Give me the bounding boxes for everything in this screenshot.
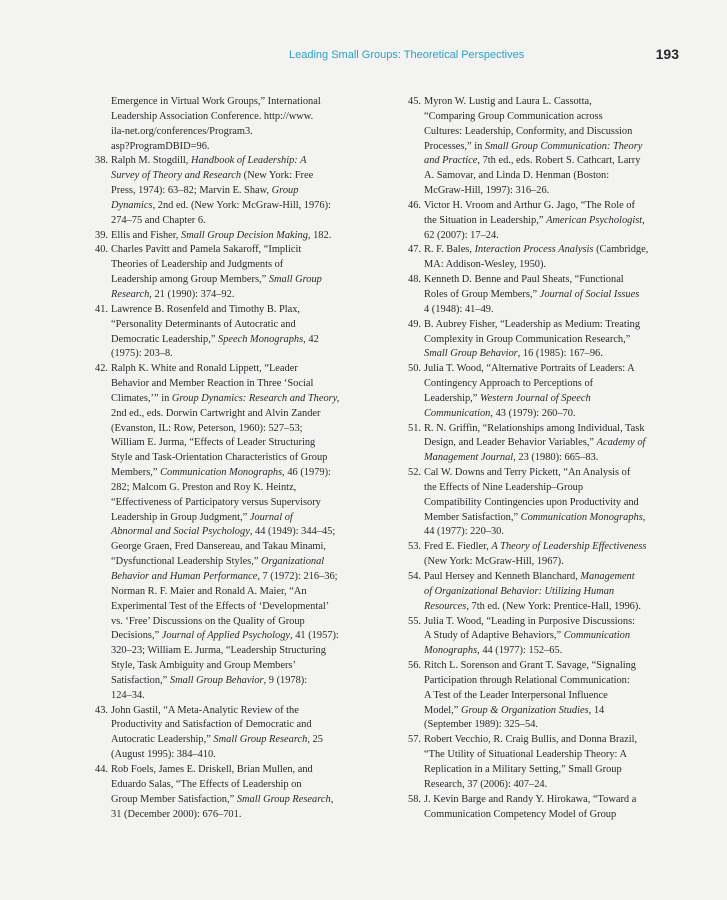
text-run: , 16 (1985): 167–96. (517, 348, 603, 360)
page-header (0, 46, 727, 66)
endnote-line (424, 303, 685, 318)
endnote-line (111, 733, 368, 748)
text-run: “Comparing Group Communication across (424, 110, 603, 122)
endnote-number: 38. (95, 155, 108, 167)
text-run: , (642, 511, 646, 523)
italic-title: Academy of (596, 437, 646, 449)
text-run: , 42 (303, 333, 319, 345)
text-run: “The Utility of Situational Leadership Theory: A (424, 749, 627, 761)
text-run: Leadership in Group Judgment,” (111, 511, 250, 523)
endnote-line (424, 555, 685, 570)
text-run: (August 1995): 384–410. (111, 749, 216, 761)
endnote-line (111, 214, 368, 229)
text-run: Myron W. Lustig and Laura L. Cassotta, (424, 96, 592, 107)
endnote-line (111, 392, 368, 407)
text-run: Compatibility Contingencies upon Productivity and (424, 496, 639, 508)
endnote-entry (401, 615, 685, 660)
endnote-line (424, 199, 685, 214)
endnote-line (111, 243, 368, 258)
text-run: Replication in a Military Setting,” Small Group (424, 763, 622, 775)
endnote-line (111, 778, 368, 793)
endnote-number: 49. (408, 318, 421, 330)
endnote-line (424, 243, 685, 258)
endnote-line (424, 629, 685, 644)
text-run: , 21 (1990): 374–92. (149, 288, 235, 300)
endnote-line (424, 95, 685, 110)
endnote-line (111, 169, 368, 184)
endnote-line (424, 674, 685, 689)
endnote-line (111, 763, 368, 778)
text-run: , 44 (1949): 344–45; (249, 526, 336, 538)
text-run: Julia T. Wood, “Alternative Portraits of Leaders: A (424, 363, 635, 375)
italic-title: Handbook of Leadership: A (190, 155, 307, 167)
text-run: Contingency Approach to Perceptions of (424, 378, 594, 390)
endnote-line (424, 748, 685, 763)
italic-title: Monographs (424, 645, 478, 657)
text-run: Style, Task Ambiguity and Group Members’ (111, 660, 296, 672)
endnote-entry (401, 422, 685, 467)
endnote-number: 55. (408, 615, 421, 627)
endnote-line (111, 303, 368, 318)
endnote-line (424, 808, 685, 823)
text-run: , 25 (307, 734, 323, 746)
endnote-line (111, 140, 368, 155)
endnote-number: 39. (95, 229, 108, 241)
text-run: Press, 1974): 63–82; Marvin E. Shaw, (111, 185, 272, 197)
italic-title: Communication (563, 630, 631, 642)
endnote-number: 43. (95, 704, 108, 716)
endnote-line (111, 258, 368, 273)
text-run: Leadership among Group Members,” (111, 274, 269, 286)
text-run: R. N. Griffin, “Relationships among Individual, Task (424, 422, 645, 434)
endnote-line (111, 273, 368, 288)
endnote-line (111, 199, 368, 214)
text-run: 4 (1948): 41–49. (424, 303, 494, 315)
endnote-line (111, 333, 368, 348)
endnote-line (424, 733, 685, 748)
italic-title: Small Group Behavior (424, 348, 518, 360)
endnote-entry (401, 570, 685, 615)
text-run: A. Samovar, and Linda D. Henman (Boston: (424, 170, 610, 182)
endnote-line (424, 407, 685, 422)
italic-title: Resources (424, 600, 467, 612)
italic-title: of Organizational Behavior: Utilizing Human (424, 585, 615, 597)
endnote-line (424, 793, 685, 808)
italic-title: Dynamics (111, 199, 153, 211)
italic-title: and Practice (424, 155, 478, 167)
notes-right-column (401, 95, 685, 822)
text-run: Cultures: Leadership, Conformity, and Discussion (424, 125, 633, 137)
text-run: Member Satisfaction,” (424, 511, 521, 523)
text-run: Democratic Leadership,” (111, 333, 219, 345)
endnote-line (111, 555, 368, 570)
text-run: ila-net.org/conferences/Program3. (111, 125, 253, 137)
text-run: Charles Pavitt and Pamela Sakaroff, “Implicit (111, 244, 302, 256)
page-number: 193 (655, 46, 679, 62)
endnote-line (424, 184, 685, 199)
text-run: A Study of Adaptive Behaviors,” (424, 630, 564, 642)
endnote-entry (88, 763, 368, 822)
text-run: Design, and Leader Behavior Variables,” (424, 437, 597, 449)
text-run: Productivity and Satisfaction of Democratic and (111, 719, 312, 731)
text-run: Kenneth D. Benne and Paul Sheats, “Functional (424, 274, 624, 286)
text-run: , (330, 793, 334, 805)
text-run: Group Member Satisfaction,” (111, 793, 237, 805)
text-run: MA: Addison-Wesley, 1950). (424, 259, 547, 271)
endnote-line (111, 229, 368, 244)
italic-title: Small Group Research (213, 734, 308, 746)
text-run: Fred E. Fiedler, (424, 541, 492, 553)
endnote-number: 47. (408, 244, 421, 256)
text-run: Ralph M. Stogdill, (111, 155, 191, 167)
italic-title: Survey of Theory and Research (111, 170, 242, 182)
endnote-line (424, 570, 685, 585)
endnote-line (111, 570, 368, 585)
text-run: George Graen, Fred Dansereau, and Takau Minami, (111, 541, 326, 553)
text-run: Victor H. Vroom and Arthur G. Jago, “The Role of (424, 199, 635, 211)
endnote-line (111, 689, 368, 704)
endnote-number: 53. (408, 541, 421, 553)
text-run: Members,” (111, 467, 161, 479)
endnote-line (111, 288, 368, 303)
endnote-line (111, 748, 368, 763)
italic-title: Speech Monographs (218, 333, 304, 345)
endnote-line (424, 318, 685, 333)
italic-title: American Psychologist (546, 214, 643, 226)
italic-title: Group & Organization Studies (460, 704, 589, 716)
endnote-entry (401, 466, 685, 540)
italic-title: Journal of (249, 511, 293, 523)
italic-title: Small Group (268, 274, 322, 286)
text-run: John Gastil, “A Meta-Analytic Review of the (111, 704, 299, 716)
text-run: (New York: Free (241, 170, 314, 182)
text-run: Climates,’” in (111, 392, 172, 404)
text-run: (Cambridge, (593, 244, 649, 256)
endnote-line (424, 125, 685, 140)
endnote-entry (88, 362, 368, 703)
endnote-entry (401, 199, 685, 244)
endnote-line (111, 615, 368, 630)
text-run: Behavior and Member Reaction in Three ‘Social (111, 378, 314, 390)
text-run: Decisions,” (111, 630, 162, 642)
text-run: “Dysfunctional Leadership Styles,” (111, 556, 262, 568)
endnote-number: 44. (95, 763, 108, 775)
endnote-line (424, 422, 685, 437)
endnote-entry (401, 362, 685, 421)
endnote-number: 41. (95, 303, 108, 315)
endnote-entry (88, 704, 368, 763)
endnote-line (424, 659, 685, 674)
endnote-line (111, 110, 368, 125)
text-run: the Situation in Leadership,” (424, 214, 547, 226)
text-run: Experimental Test of the Effects of ‘Developmental’ (111, 600, 330, 612)
italic-title: Small Group Communication: Theory (484, 140, 643, 152)
endnote-line (424, 644, 685, 659)
text-run: Paul Hersey and Kenneth Blanchard, (424, 571, 581, 582)
endnote-entry (401, 540, 685, 570)
italic-title: Management Journal (424, 452, 514, 464)
endnote-line (111, 481, 368, 496)
text-run: , 2nd ed. (New York: McGraw-Hill, 1976): (152, 199, 331, 211)
endnote-line (111, 422, 368, 437)
italic-title: Journal of Social Issues (539, 288, 640, 300)
running-title: Leading Small Groups: Theoretical Perspectives (289, 49, 525, 61)
endnote-line (424, 585, 685, 600)
endnote-line (111, 451, 368, 466)
text-run: Julia T. Wood, “Leading in Purposive Discussions: (424, 615, 636, 627)
text-run: Cal W. Downs and Terry Pickett, “An Analysis of (424, 467, 631, 479)
endnote-line (111, 496, 368, 511)
endnote-line (111, 466, 368, 481)
endnote-line (111, 436, 368, 451)
endnote-number: 48. (408, 274, 421, 286)
text-run: 320–23; William E. Jurma, “Leadership Structuring (111, 645, 326, 657)
text-run: Leadership Association Conference. http://www. (111, 110, 314, 122)
endnote-number: 45. (408, 96, 421, 107)
endnote-line (424, 362, 685, 377)
text-run: , 23 (1980): 665–83. (513, 452, 599, 464)
endnote-entry (88, 229, 368, 244)
endnote-number: 52. (408, 467, 421, 479)
text-run: , 46 (1979): (282, 467, 331, 479)
endnote-number: 51. (408, 422, 421, 434)
text-run: 44 (1977): 220–30. (424, 526, 504, 538)
endnote-entry (88, 154, 368, 228)
endnote-line (111, 659, 368, 674)
italic-title: Management (580, 571, 635, 582)
text-run: asp?ProgramDBID=96. (111, 140, 210, 152)
endnote-line (111, 540, 368, 555)
endnote-entry (401, 793, 685, 823)
text-run: “Effectiveness of Participatory versus Supervisory (111, 496, 321, 508)
italic-title: Interaction Process Analysis (474, 244, 594, 256)
text-run: Eduardo Salas, “The Effects of Leadership on (111, 778, 302, 790)
endnote-line (111, 674, 368, 689)
endnote-line (111, 600, 368, 615)
endnote-line (424, 169, 685, 184)
endnote-line (424, 778, 685, 793)
italic-title: Behavior and Human Performance (111, 571, 258, 582)
text-run: 2nd ed., eds. Dorwin Cartwright and Alvin Zander (111, 407, 321, 419)
endnote-line (424, 214, 685, 229)
text-run: (September 1989): 325–54. (424, 719, 538, 731)
italic-title: A Theory of Leadership Effectiveness (491, 541, 647, 553)
text-run: William E. Jurma, “Effects of Leader Structuring (111, 437, 316, 449)
endnote-number: 57. (408, 734, 421, 746)
endnote-line (111, 793, 368, 808)
endnote-line (424, 140, 685, 155)
text-run: Ralph K. White and Ronald Lippett, “Leader (111, 363, 298, 375)
notes-left-column (88, 95, 368, 822)
endnote-line (111, 318, 368, 333)
text-run: (Evanston, IL: Row, Peterson, 1960): 527–53; (111, 422, 303, 434)
endnote-line (424, 496, 685, 511)
text-run: A Test of the Leader Interpersonal Influence (424, 689, 608, 701)
endnote-line (424, 763, 685, 778)
endnote-line (111, 184, 368, 199)
endnote-line (424, 392, 685, 407)
endnote-line (424, 377, 685, 392)
italic-title: Organizational (261, 556, 325, 568)
italic-title: Small Group Research (236, 793, 331, 805)
endnote-line (424, 436, 685, 451)
text-run: Emergence in Virtual Work Groups,” International (111, 96, 321, 107)
text-run: , 7th ed. (New York: Prentice-Hall, 1996). (466, 600, 641, 612)
text-run: , 43 (1979): 260–70. (490, 407, 576, 419)
endnote-line (424, 704, 685, 719)
text-run: , 14 (588, 704, 605, 716)
text-run: R. F. Bales, (424, 244, 475, 256)
text-run: , 9 (1978): (263, 674, 308, 686)
endnote-line (111, 511, 368, 526)
endnote-line (424, 347, 685, 362)
text-run: , 41 (1957): (290, 630, 339, 642)
text-run: McGraw-Hill, 1997): 316–26. (424, 185, 550, 197)
text-run: B. Aubrey Fisher, “Leadership as Medium: Treating (424, 318, 641, 330)
endnote-line (111, 377, 368, 392)
endnote-line (111, 347, 368, 362)
endnote-line (424, 466, 685, 481)
endnote-line (111, 629, 368, 644)
endnote-line (111, 704, 368, 719)
endnote-line (424, 154, 685, 169)
italic-title: Group Dynamics: Research and Theory, (171, 392, 340, 404)
italic-title: Communication Monographs (520, 511, 643, 523)
endnote-line (424, 600, 685, 615)
italic-title: Communication (424, 407, 491, 419)
endnote-line (424, 288, 685, 303)
text-run: 31 (December 2000): 676–701. (111, 808, 242, 820)
endnote-line (111, 585, 368, 600)
text-run: 124–34. (111, 689, 145, 701)
text-run: Model,” (424, 704, 461, 716)
italic-title: Group (271, 185, 299, 197)
endnote-entry (401, 318, 685, 363)
text-run: , 44 (1977): 152–65. (477, 645, 563, 657)
endnote-line (424, 229, 685, 244)
text-run: “Personality Determinants of Autocratic and (111, 318, 296, 330)
endnote-line (111, 362, 368, 377)
text-run: J. Kevin Barge and Randy Y. Hirokawa, “Toward a (424, 793, 637, 805)
endnote-line (111, 95, 368, 110)
text-run: Ellis and Fisher, (111, 229, 182, 241)
text-run: Theories of Leadership and Judgments of (111, 259, 284, 271)
text-run: Leadership,” (424, 392, 480, 404)
text-run: Ritch L. Sorenson and Grant T. Savage, “Signaling (424, 660, 637, 672)
text-run: (New York: McGraw-Hill, 1967). (424, 556, 564, 568)
endnote-entry (88, 303, 368, 362)
text-run: Robert Vecchio, R. Craig Bullis, and Donna Brazil, (424, 734, 638, 746)
text-run: (1975): 203–8. (111, 348, 173, 360)
endnote-line (111, 525, 368, 540)
endnote-line (111, 407, 368, 422)
text-run: , 182. (307, 229, 332, 241)
italic-title: Western Journal of Speech (479, 392, 591, 404)
endnote-line (111, 718, 368, 733)
italic-title: Journal of Applied Psychology (161, 630, 291, 642)
text-run: Participation through Relational Communication: (424, 674, 630, 686)
endnote-line (424, 451, 685, 466)
endnote-number: 58. (408, 793, 421, 805)
text-run: , 7 (1972): 216–36; (257, 571, 338, 582)
text-run: Style and Task-Orientation Characteristics of Group (111, 452, 328, 464)
endnote-number: 40. (95, 244, 108, 256)
endnote-number: 50. (408, 363, 421, 375)
text-run: Rob Foels, James E. Driskell, Brian Mullen, and (111, 763, 313, 775)
text-run: vs. ‘Free’ Discussions on the Quality of Group (111, 615, 305, 627)
text-run: Processes,” in (424, 140, 485, 152)
italic-title: Communication Monographs (160, 467, 283, 479)
endnote-line (424, 273, 685, 288)
endnote-line (424, 333, 685, 348)
italic-title: Small Group Behavior (169, 674, 264, 686)
text-run: , 7th ed., eds. Robert S. Cathcart, Larry (477, 155, 641, 167)
text-run: Lawrence B. Rosenfeld and Timothy B. Plax, (111, 303, 301, 315)
text-run: Autocratic Leadership,” (111, 734, 214, 746)
endnote-number: 54. (408, 571, 421, 582)
endnote-entry (401, 243, 685, 273)
endnote-line (424, 689, 685, 704)
endnote-number: 46. (408, 199, 421, 211)
endnote-line (111, 644, 368, 659)
endnote-line (424, 258, 685, 273)
text-run: 274–75 and Chapter 6. (111, 214, 206, 226)
endnote-line (424, 110, 685, 125)
endnote-entry (88, 95, 368, 154)
endnote-entry (401, 95, 685, 199)
endnote-line (111, 808, 368, 823)
text-run: 282; Malcom G. Preston and Roy K. Heintz, (111, 481, 297, 493)
italic-title: Abnormal and Social Psychology (111, 526, 250, 538)
text-run: Research, 37 (2006): 407–24. (424, 778, 548, 790)
endnote-line (424, 481, 685, 496)
text-run: Complexity in Group Communication Research,” (424, 333, 631, 345)
endnote-line (424, 615, 685, 630)
text-run: Satisfaction,” (111, 674, 170, 686)
endnote-line (111, 125, 368, 140)
text-run: Norman R. F. Maier and Ronald A. Maier, “An (111, 585, 307, 597)
endnote-line (424, 718, 685, 733)
italic-title: Research (111, 288, 150, 300)
endnote-entry (401, 733, 685, 792)
text-run: 62 (2007): 17–24. (424, 229, 499, 241)
text-run: Roles of Group Members,” (424, 288, 540, 300)
text-run: the Effects of Nine Leadership–Group (424, 481, 584, 493)
endnote-line (424, 540, 685, 555)
endnote-line (424, 525, 685, 540)
endnote-entry (88, 243, 368, 302)
text-run: Communication Competency Model of Group (424, 808, 617, 820)
endnote-entry (401, 659, 685, 733)
endnote-entry (401, 273, 685, 318)
endnote-line (424, 511, 685, 526)
endnote-line (111, 154, 368, 169)
text-run: , (642, 214, 645, 226)
endnote-number: 42. (95, 363, 108, 375)
italic-title: Small Group Decision Making (181, 229, 308, 241)
endnote-number: 56. (408, 660, 421, 672)
